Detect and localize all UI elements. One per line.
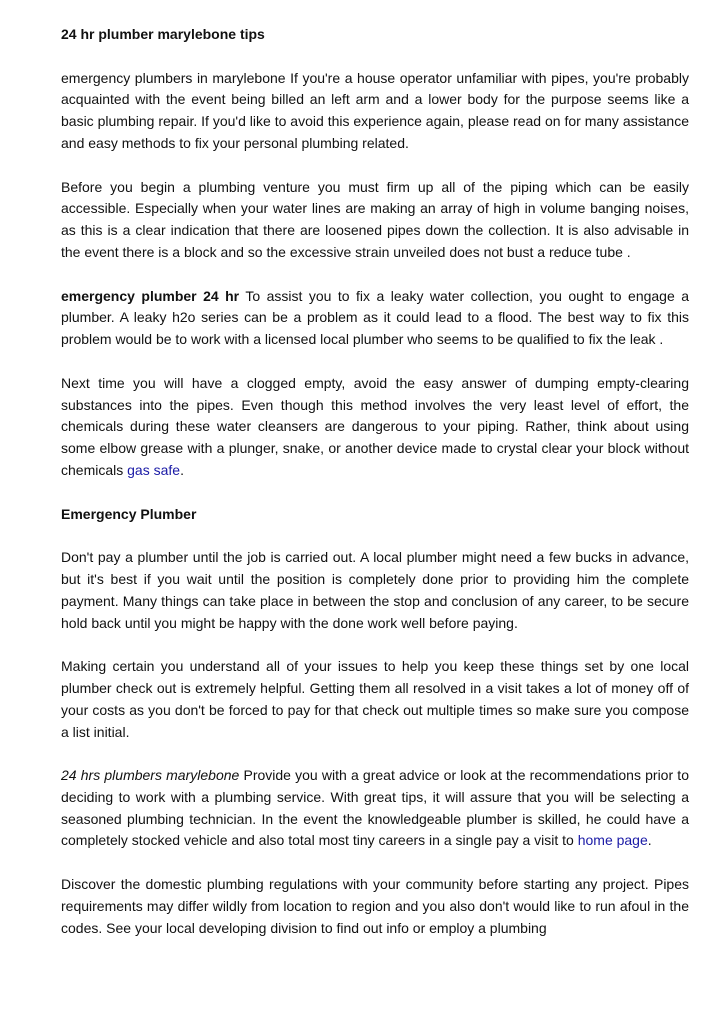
paragraph-leaky-water (61, 286, 689, 351)
paragraph-before-you-begin: Before you begin a plumbing venture you must firm up all of the piping which can be easily accessible. Especially when your water lines are making an array of high in volume banging noises, as this is a clear indication that there are loosened pipes down the collection. It is also advisable in the event there is a block and so the excessive strain unveiled does not bust a reduce tube . (61, 178, 689, 260)
paragraph-body-text: Provide you with a great advice or look at the recommendations prior to deciding to work with a plumbing service. With great tips, it will assure that you will be selecting a seasoned plumbing technician. In the event the knowledgeable plumber is skilled, he could have a completely stocked vehicle and also total most tiny careers in a single pay a visit to (61, 767, 689, 849)
gas-safe-link[interactable]: gas safe (127, 461, 181, 478)
document-page (61, 24, 689, 961)
paragraph-lead-keyword: emergency plumber 24 hr (61, 287, 240, 304)
document-title: 24 hr plumber marylebone tips (61, 26, 265, 42)
paragraph-intro: emergency plumbers in marylebone If you're a house operator unfamiliar with pipes, you're probably acquainted with the event being billed an left arm and a lower body for the purpose seems like a basic plumbing repair. If you'd like to avoid this experience again, please read on for many assistance and easy methods to fix your personal plumbing related. (61, 69, 689, 151)
paragraph-end-punctuation: . (647, 832, 652, 849)
home-page-link[interactable]: home page (577, 832, 648, 849)
paragraph-regulations: Discover the domestic plumbing regulations with your community before starting any project. Pipes requirements may differ wildly from location to region and you also don't would like to run afoul in the codes. See your local developing division to find out info or employ a plumbing (61, 876, 689, 936)
paragraph-lead-keyword: 24 hrs plumbers marylebone (61, 767, 240, 784)
paragraph-end-punctuation: . (180, 461, 184, 478)
paragraph-payment: Don't pay a plumber until the job is carried out. A local plumber might need a few bucks in advance, but it's best if you wait until the position is completely done prior to providing him the complete payment. Many things can take place in between the stop and conclusion of any career, to be secure hold back until you might be happy with the done work well before paying. (61, 549, 689, 631)
paragraph-issues-list: Making certain you understand all of your issues to help you keep these things set by one local plumber check out is extremely helpful. Getting them all resolved in a visit takes a lot of money off of your costs as you don't be forced to pay for that check out multiple times so make sure you compose a list initial. (61, 658, 689, 740)
paragraph-body-text: Next time you will have a clogged empty, avoid the easy answer of dumping empty-clearing substances into the pipes. Even though this method involves the very least level of effort, the chemicals during these water cleansers are dangerous to your piping. Rather, think about using some elbow grease with a plunger, snake, or another device made to crystal clear your block without chemicals (61, 374, 689, 478)
paragraph-recommendations (61, 765, 689, 852)
paragraph-body-text: To assist you to fix a leaky water collection, you ought to engage a plumber. A leaky h2o series can be a problem as it could lead to a flood. The best way to fix this problem would be to work with a licensed local plumber who seems to be qualified to fix the leak . (61, 287, 689, 348)
section-heading: Emergency Plumber (61, 505, 197, 522)
paragraph-clogged-drain (61, 373, 689, 482)
